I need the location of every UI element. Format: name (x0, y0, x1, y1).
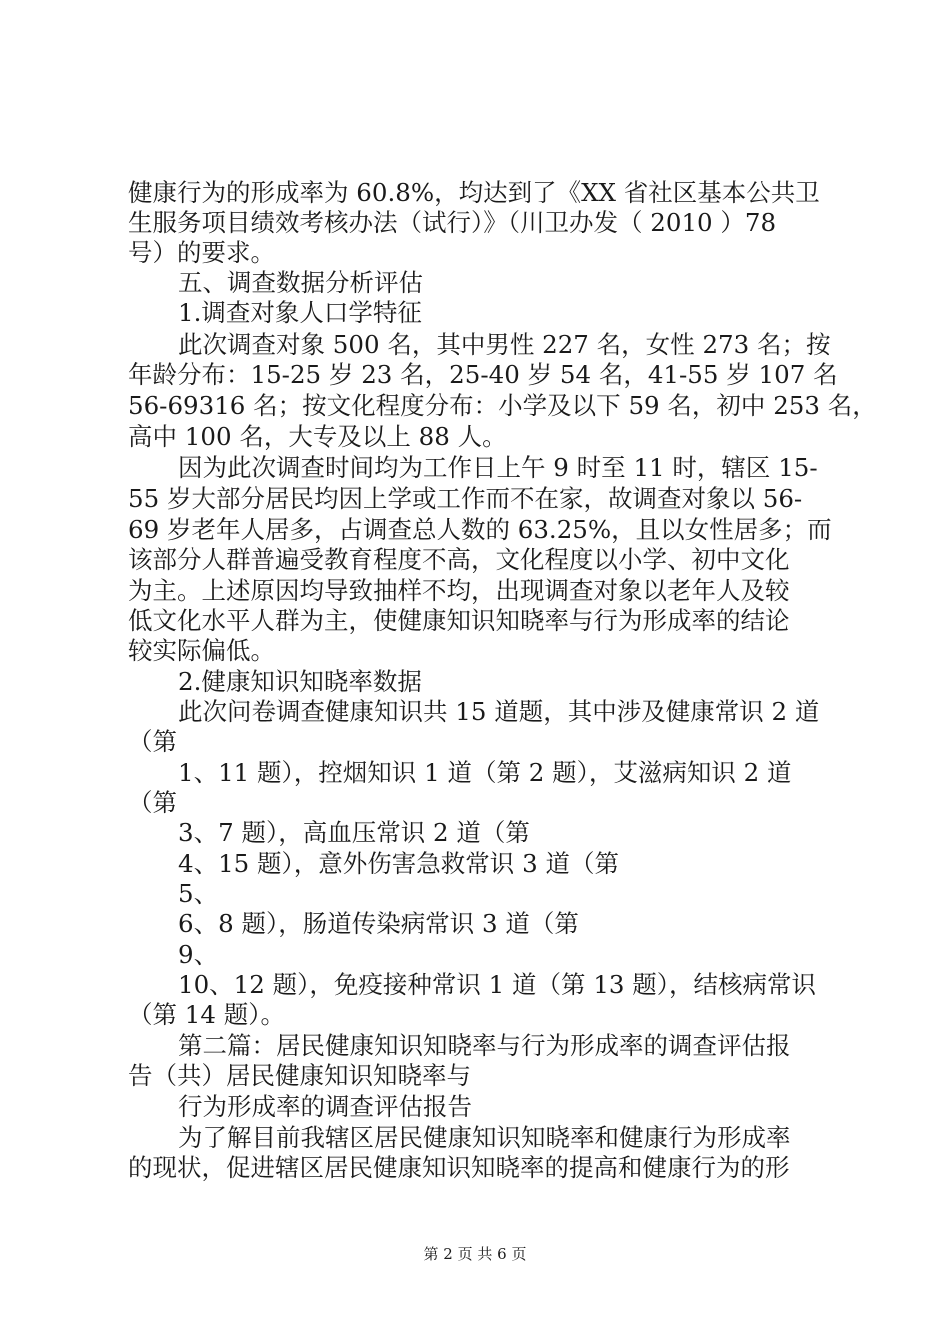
body-line-27: 10、12 题），免疫接种常识 1 道（第 13 题），结核病常识 (178, 970, 817, 999)
body-line-18: 此次问卷调查健康知识共 15 道题，其中涉及健康常识 2 道 (178, 697, 820, 726)
body-line-28: （第 14 题）。 (128, 1000, 286, 1029)
body-line-1: 健康行为的形成率为 60.8%，均达到了《XX 省社区基本公共卫 (128, 178, 820, 207)
body-line-33: 的现状，促进辖区居民健康知识知晓率的提高和健康行为的形 (128, 1153, 790, 1182)
body-line-26: 9、 (178, 940, 219, 969)
chapter-title-line-1: 第二篇：居民健康知识知晓率与行为形成率的调查评估报 (178, 1031, 791, 1060)
body-line-12: 69 岁老年人居多，占调查总人数的 63.25%，且以女性居多；而 (128, 515, 832, 544)
body-line-13: 该部分人群普遍受教育程度不高，文化程度以小学、初中文化 (128, 545, 790, 574)
report-title: 行为形成率的调查评估报告 (178, 1092, 472, 1121)
body-line-9: 高中 100 名，大专及以上 88 人。 (128, 422, 507, 451)
body-line-15: 低文化水平人群为主，使健康知识知晓率与行为形成率的结论 (128, 606, 790, 635)
body-line-23: 4、15 题），意外伤害急救常识 3 道（第 (178, 849, 619, 878)
body-line-3: 号）的要求。 (128, 238, 275, 267)
body-line-20: 1、11 题），控烟知识 1 道（第 2 题），艾滋病知识 2 道 (178, 758, 792, 787)
chapter-title-line-2: 告（共）居民健康知识知晓率与 (128, 1061, 471, 1090)
body-line-8: 56-69316 名；按文化程度分布：小学及以下 59 名，初中 253 名， (128, 391, 877, 420)
body-line-11: 55 岁大部分居民均因上学或工作而不在家，故调查对象以 56- (128, 484, 803, 513)
body-line-22: 3、7 题），高血压常识 2 道（第 (178, 818, 530, 847)
body-line-19: （第 (128, 727, 177, 756)
body-line-6: 此次调查对象 500 名，其中男性 227 名，女性 273 名；按 (178, 330, 831, 359)
subsection-heading-1: 1.调查对象人口学特征 (178, 298, 422, 327)
subsection-heading-2: 2.健康知识知晓率数据 (178, 667, 422, 696)
body-line-16: 较实际偏低。 (128, 636, 275, 665)
body-line-7: 年龄分布：15-25 岁 23 名，25-40 岁 54 名，41-55 岁 107 名 (128, 360, 838, 389)
section-heading: 五、调查数据分析评估 (178, 268, 423, 297)
body-line-24: 5、 (178, 879, 219, 908)
body-line-32: 为了解目前我辖区居民健康知识知晓率和健康行为形成率 (178, 1123, 791, 1152)
body-line-14: 为主。上述原因均导致抽样不均，出现调查对象以老年人及较 (128, 576, 790, 605)
body-line-2: 生服务项目绩效考核办法（试行）》（川卫办发（ 2010 ）78 (128, 208, 777, 237)
body-line-25: 6、8 题），肠道传染病常识 3 道（第 (178, 909, 579, 938)
page-number-footer: 第 2 页 共 6 页 (423, 1245, 527, 1263)
body-line-21: （第 (128, 788, 177, 817)
body-line-10: 因为此次调查时间均为工作日上午 9 时至 11 时，辖区 15- (178, 453, 818, 482)
